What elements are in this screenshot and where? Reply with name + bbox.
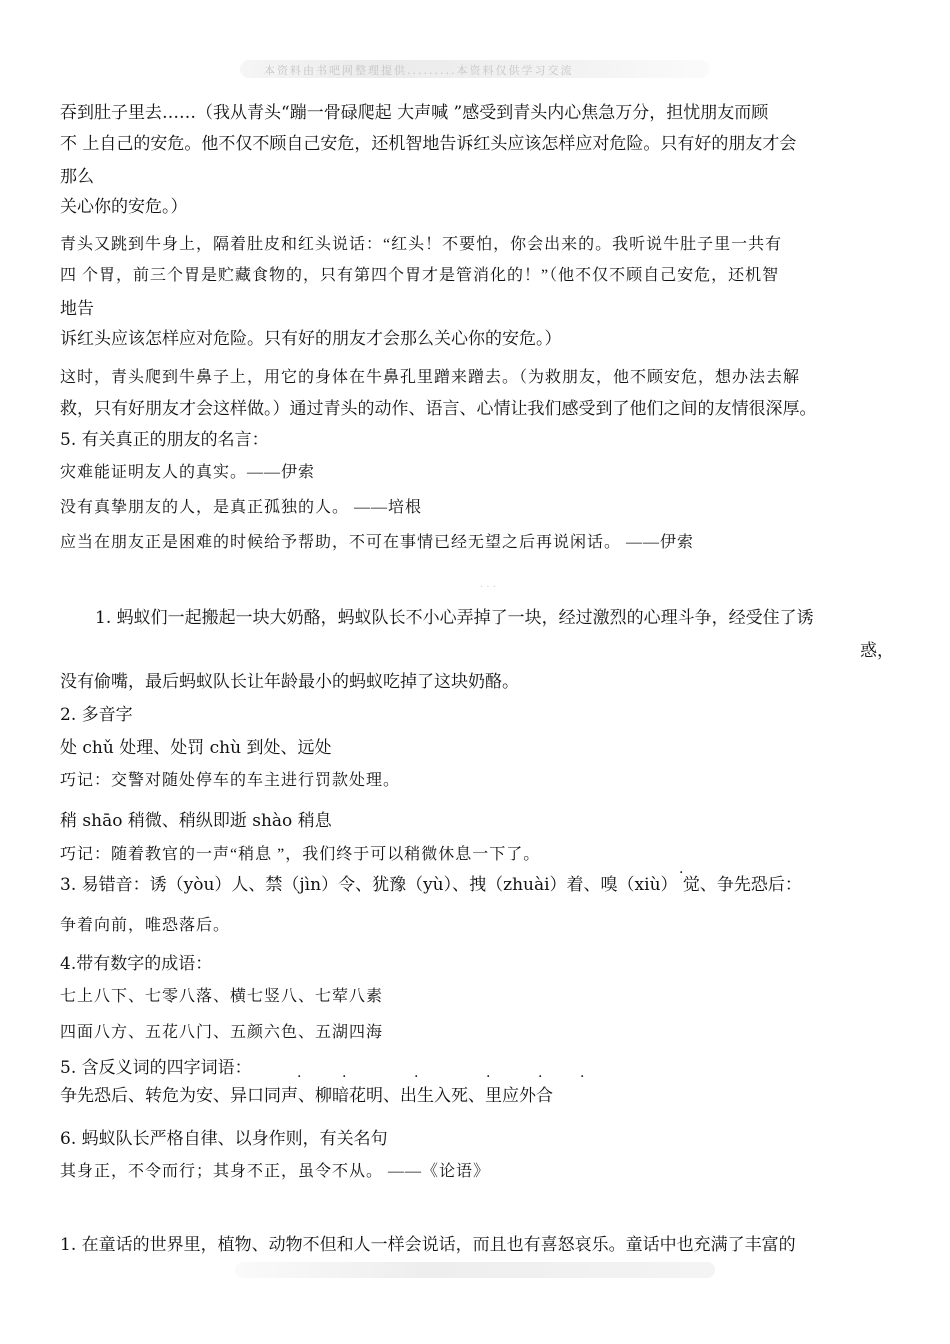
- quote-line: 灾难能证明友人的真实。——伊索: [60, 464, 316, 481]
- text-line: 青头又跳到牛身上，隔着肚皮和红头说话：“红头！不要怕，你会出来的。我听说牛肚子里一共有: [60, 236, 783, 253]
- emphasis-dot: .: [297, 1065, 302, 1081]
- quote-line: 没有真挚朋友的人，是真正孤独的人。 ——培根: [60, 499, 423, 516]
- emphasis-dot: .: [486, 1065, 491, 1081]
- tip-line: 巧记：交警对随处停车的车主进行罚款处理。: [60, 772, 401, 789]
- emphasis-dot: .: [342, 1065, 347, 1081]
- section-heading: 6. 蚂蚁队长严格自律、以身作则，有关名句: [60, 1129, 388, 1149]
- section-heading: 4.带有数字的成语：: [60, 954, 213, 974]
- header-watermark: [240, 60, 710, 78]
- text-line: 救，只有好朋友才会这样做。）通过青头的动作、语言、心情让我们感受到了他们之间的友情很深厚。: [60, 399, 817, 419]
- text-line: 争先恐后、转危为安、异口同声、柳暗花明、出生入死、里应外合: [60, 1086, 553, 1106]
- text-line: 地告: [60, 299, 94, 319]
- section-heading: 3. 易错音：诱（yòu）人、禁（jìn）令、犹豫（yù）、拽（zhuài）着、嗅（xiù） 觉、争先恐后：: [60, 875, 802, 895]
- text-line: 诉红头应该怎样应对危险。只有好的朋友才会那么关心你的安危。）: [60, 329, 562, 349]
- idiom-line: 四面八方、五花八门、五颜六色、五湖四海: [60, 1024, 384, 1041]
- text-line: 稍 shāo 稍微、稍纵即逝 shào 稍息: [60, 811, 332, 831]
- text-line: 那么: [60, 167, 94, 187]
- text-line: 四 个胃，前三个胃是贮藏食物的，只有第四个胃才是管消化的！”（他不仅不顾自己安危，还机智: [60, 267, 780, 284]
- text-line: 不 上自己的安危。他不仅不顾自己安危，还机智地告诉红头应该怎样应对危险。只有好的朋友才会: [60, 134, 797, 154]
- emphasis-dot: .: [580, 1065, 585, 1081]
- section-heading: 2. 多音字: [60, 705, 133, 725]
- section-heading: 5. 含反义词的四字词语：: [60, 1058, 252, 1078]
- text-line: 争着向前，唯恐落后。: [60, 917, 231, 934]
- emphasis-dot: .: [679, 861, 684, 877]
- quote-line: 应当在朋友正是困难的时候给予帮助，不可在事情已经无望之后再说闲话。 ——伊索: [60, 534, 695, 551]
- footer-watermark: [235, 1262, 715, 1278]
- tip-line: 巧记：随着教官的一声“稍息 ”，我们终于可以稍微休息一下了。: [60, 846, 541, 863]
- quote-line: 其身正，不令而行；其身不正，虽令不从。 ——《论语》: [60, 1163, 491, 1180]
- faint-mark: · · ·: [480, 582, 496, 593]
- text-line: 这时，青头爬到牛鼻子上，用它的身体在牛鼻孔里蹭来蹭去。（为救朋友，他不顾安危，想办法去解: [60, 369, 801, 386]
- text-line: 没有偷嘴，最后蚂蚁队长让年龄最小的蚂蚁吃掉了这块奶酪。: [60, 672, 519, 692]
- idiom-line: 七上八下、七零八落、横七竖八、七荤八素: [60, 988, 384, 1005]
- text-line: 惑，: [860, 641, 894, 661]
- text-line: 1. 在童话的世界里，植物、动物不但和人一样会说话，而且也有喜怒哀乐。童话中也充满了丰富的: [60, 1235, 796, 1255]
- header-watermark-text: 本资料由书吧网整理提供.........本资料仅供学习交流: [264, 64, 574, 77]
- section-heading: 5. 有关真正的朋友的名言：: [60, 430, 269, 450]
- text-line: 1. 蚂蚁们一起搬起一块大奶酪，蚂蚁队长不小心弄掉了一块，经过激烈的心理斗争，经受住了诱: [95, 608, 814, 628]
- text-line: 处 chǔ 处理、处罚 chù 到处、远处: [60, 738, 332, 758]
- emphasis-dot: .: [414, 1065, 419, 1081]
- text-line: 关心你的安危。）: [60, 197, 188, 217]
- emphasis-dot: .: [538, 1065, 543, 1081]
- text-line: 吞到肚子里去……（我从青头“蹦一骨碌爬起 大声喊 ”感受到青头内心焦急万分，担忧朋友而顾: [60, 103, 769, 123]
